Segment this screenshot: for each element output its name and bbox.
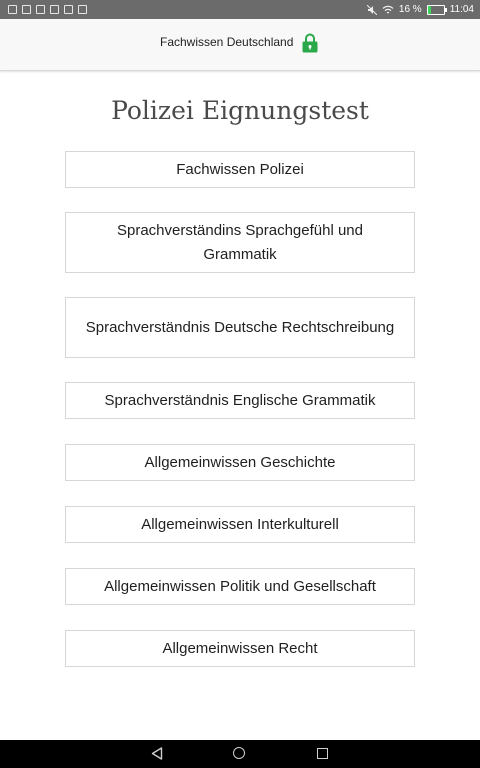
button-politik-gesellschaft[interactable]: Allgemeinwissen Politik und Gesellschaft — [65, 568, 415, 605]
page-title: Polizei Eignungstest — [111, 96, 369, 125]
button-deutsche-rechtschreibung[interactable]: Sprachverständnis Deutsche Rechtschreibung — [65, 297, 415, 358]
notification-icon — [50, 5, 59, 14]
status-right — [367, 0, 474, 19]
button-geschichte[interactable]: Allgemeinwissen Geschichte — [65, 444, 415, 481]
notification-icon — [22, 5, 31, 14]
navigation-bar — [0, 740, 480, 768]
button-sprachgefuehl-grammatik[interactable]: Sprachverständins Sprachgefühl und Grammatik — [65, 212, 415, 273]
mute-icon — [367, 5, 377, 15]
notification-icon — [78, 5, 87, 14]
button-recht[interactable]: Allgemeinwissen Recht — [65, 630, 415, 667]
button-englische-grammatik[interactable]: Sprachverständnis Englische Grammatik — [65, 382, 415, 419]
notification-icon — [64, 5, 73, 14]
home-icon[interactable] — [233, 747, 245, 759]
button-interkulturell[interactable]: Allgemeinwissen Interkulturell — [65, 506, 415, 543]
back-icon[interactable] — [151, 747, 163, 760]
battery-icon — [427, 5, 445, 15]
notification-icon — [36, 5, 45, 14]
app-header — [0, 19, 480, 71]
notification-icons — [8, 0, 87, 19]
header-title: Fachwissen Deutschland — [160, 35, 294, 49]
notification-icon — [8, 5, 17, 14]
recent-apps-icon[interactable] — [317, 748, 328, 759]
battery-percent: 16 % — [398, 4, 422, 15]
clock: 11:04 — [449, 4, 474, 15]
button-fachwissen-polizei[interactable]: Fachwissen Polizei — [65, 151, 415, 188]
wifi-icon — [382, 5, 394, 15]
lock-icon[interactable] — [301, 32, 319, 54]
status-bar — [0, 0, 480, 19]
